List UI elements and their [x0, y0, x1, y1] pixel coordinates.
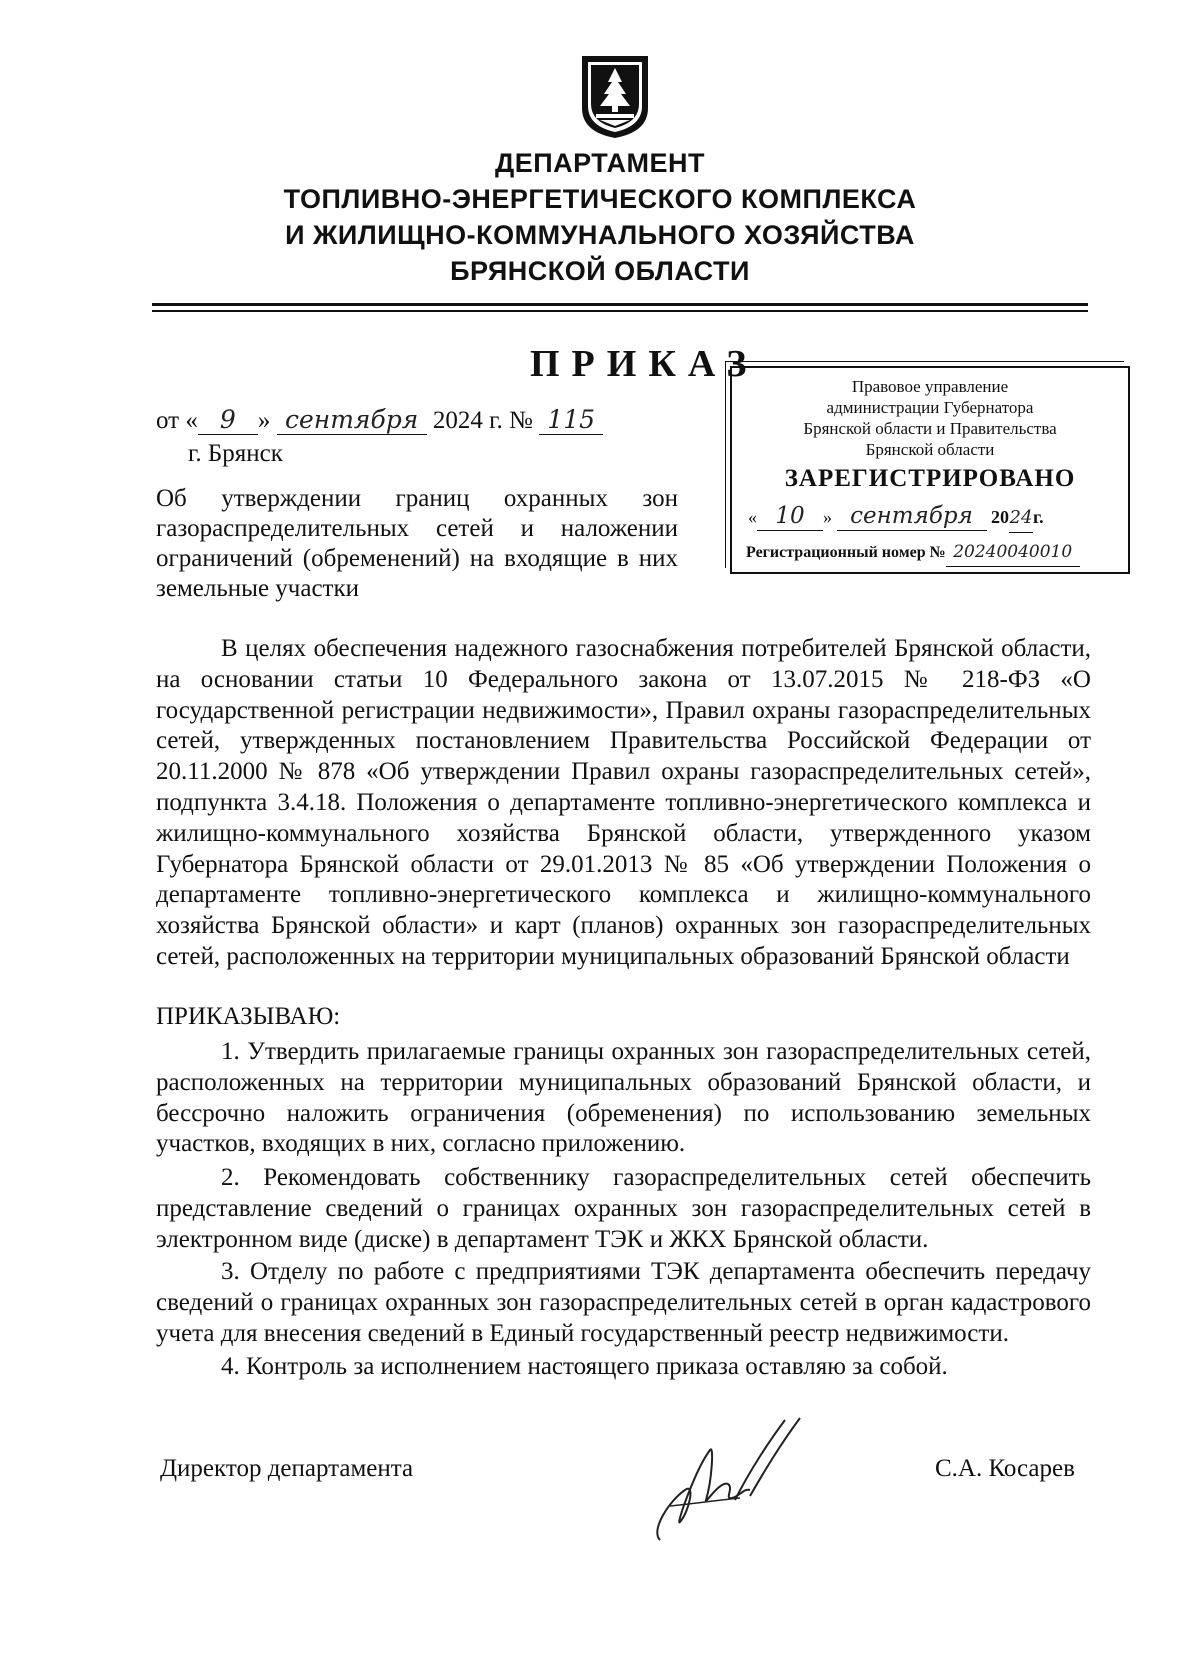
stamp-year-unit: г. — [1033, 507, 1044, 527]
order-day: 9 — [198, 406, 258, 435]
order-item-1: 1. Утвердить прилагаемые границы охранных зон газораспределительных сетей, расположенных на территории муниципальных образований Брянской области, и бессрочно наложить ограничения (обременения) по использованию земельных участков, входящих в них, согласно приложению. — [156, 1038, 1091, 1158]
stamp-date-line — [748, 502, 1044, 533]
stamp-quote-close: » — [823, 507, 832, 527]
header-divider-thick — [152, 303, 1088, 306]
header-divider-thin — [152, 310, 1088, 312]
stamp-reg-number: 20240040010 — [946, 538, 1080, 567]
order-item-2: 2. Рекомендовать собственнику газораспределительных сетей обеспечить представление сведений о границах охранных зон газораспределительных сетей в электронном виде (диске) в департамент ТЭК и ЖКХ Брянской области. — [156, 1164, 1091, 1253]
stamp-quote-open: « — [748, 507, 757, 527]
registration-stamp — [730, 366, 1130, 574]
order-date-line — [156, 406, 603, 435]
stamp-year-prefix: 20 — [991, 507, 1009, 527]
stamp-line-1: Правовое управление — [851, 377, 1009, 396]
coat-of-arms-emblem — [578, 52, 652, 140]
number-sign: № — [509, 407, 533, 434]
stamp-line-3: Брянской области и Правительства — [803, 419, 1057, 438]
date-quote-close: » — [257, 407, 271, 434]
department-title-line-4: БРЯНСКОЙ ОБЛАСТИ — [450, 256, 750, 286]
date-prefix: от « — [156, 407, 198, 434]
order-item-4: 4. Контроль за исполнением настоящего приказа оставляю за собой. — [221, 1353, 948, 1380]
department-title-line-1: ДЕПАРТАМЕНТ — [494, 148, 706, 178]
department-title-line-2: ТОПЛИВНО-ЭНЕРГЕТИЧЕСКОГО КОМПЛЕКСА — [283, 184, 917, 214]
stamp-month: сентября — [837, 502, 987, 531]
stamp-line-2: администрации Губернатора — [826, 398, 1034, 417]
stamp-registration-line — [746, 538, 1080, 567]
order-item-3: 3. Отделу по работе с предприятиями ТЭК департамента обеспечить передачу сведений о границах охранных зон газораспределительных сетей в орган кадастрового учета для внесения сведений в Единый государственный реестр недвижимости. — [156, 1258, 1091, 1347]
order-number: 115 — [539, 406, 603, 435]
order-word: ПРИКАЗЫВАЮ: — [156, 1003, 341, 1030]
order-month: сентября — [277, 406, 427, 435]
department-title-line-3: И ЖИЛИЩНО-КОММУНАЛЬНОГО ХОЗЯЙСТВА — [285, 220, 915, 250]
stamp-status: ЗАРЕГИСТРИРОВАНО — [784, 465, 1076, 492]
stamp-reg-label: Регистрационный номер № — [746, 544, 946, 561]
document-type-title: ПРИКАЗ — [530, 343, 759, 385]
signatory-title: Директор департамента — [160, 1455, 414, 1482]
order-subject: Об утверждении границ охранных зон газораспределительных сетей и наложении ограничений (обременений) на входящие в них земельные участки — [156, 485, 678, 602]
stamp-line-4: Брянской области — [865, 440, 995, 459]
stamp-year-suffix: 24 — [1009, 504, 1033, 533]
order-city: г. Брянск — [188, 440, 283, 467]
handwritten-signature — [640, 1410, 810, 1550]
order-year: 2024 г. — [432, 407, 503, 434]
stamp-day: 10 — [757, 502, 823, 531]
signatory-name: С.А. Косарев — [935, 1455, 1075, 1482]
preamble-paragraph: В целях обеспечения надежного газоснабжения потребителей Брянской области, на основании статьи 10 Федерального закона от 13.07.2015 № 218-ФЗ «О государственной регистрации недвижимости», Правил охраны газораспределительных сетей, утвержденных постановлением Правительства Российской Федерации от 20.11.2000 № 878 «Об утверждении Правил охраны газораспределительных сетей», подпункта 3.4.18. Положения о департаменте топливно-энергетического комплекса и жилищно-коммунального хозяйства Брянской области, утвержденного указом Губернатора Брянской области от 29.01.2013 № 85 «Об утверждении Положения о департаменте топливно-энергетического комплекса и жилищно-коммунального хозяйства Брянской области» и карт (планов) охранных зон газораспределительных сетей, расположенных на территории муниципальных образований Брянской области — [156, 635, 1091, 970]
